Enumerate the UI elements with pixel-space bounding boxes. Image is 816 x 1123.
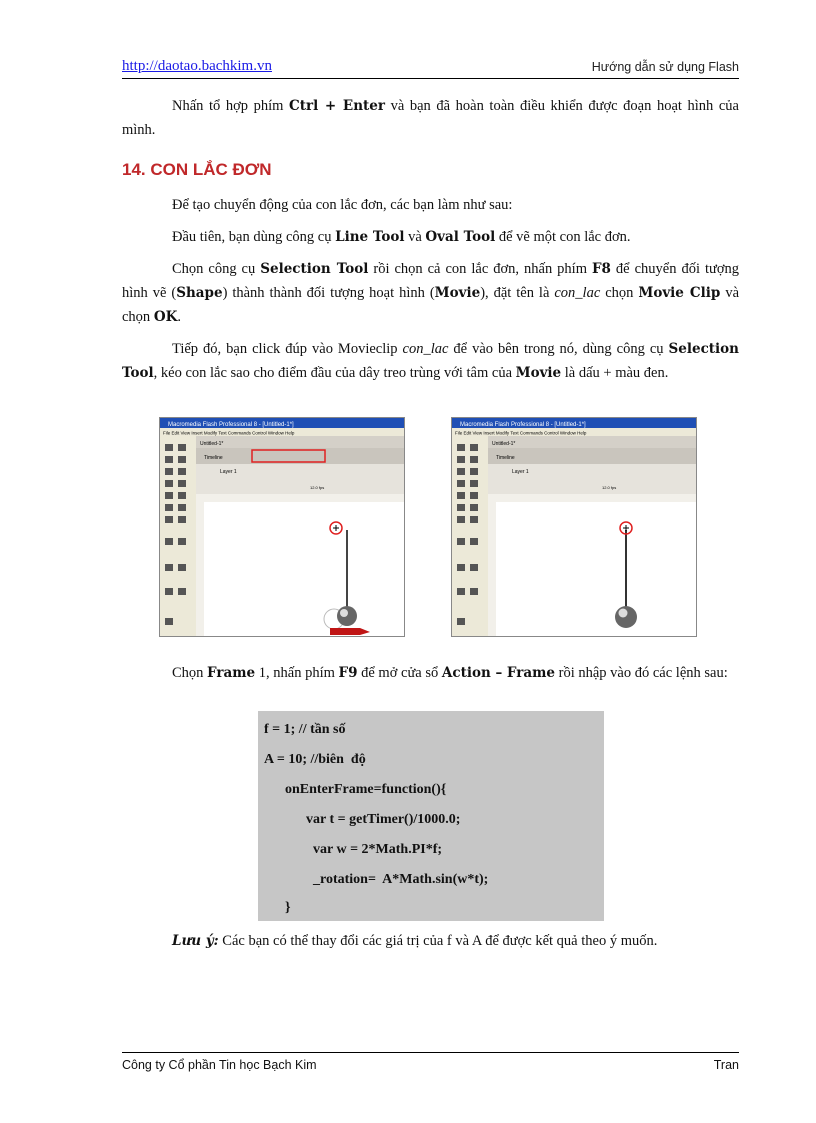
note-paragraph: Lưu ý: Các bạn có thể thay đổi các giá trị của f và A để được kết quả theo ý muốn. xyxy=(172,933,658,949)
layer-label: Layer 1 xyxy=(512,469,529,475)
code-line: } xyxy=(285,900,291,915)
page-header xyxy=(122,58,739,79)
code-line: var w = 2*Math.PI*f; xyxy=(313,842,443,857)
section-title: 14. CON LẮC ĐƠN xyxy=(122,160,272,179)
paragraph-2: Đầu tiên, bạn dùng công cụ Line Tool và Oval Tool để vẽ một con lắc đơn. xyxy=(172,229,631,245)
note-label: Lưu ý: xyxy=(172,933,219,949)
timeline-label: Timeline xyxy=(204,455,223,461)
fps-label: 12.0 fps xyxy=(602,485,617,490)
window-title: Macromedia Flash Professional 8 - [Untitled-1*] xyxy=(460,422,586,428)
footer-right: Tran xyxy=(713,1058,739,1072)
page-footer xyxy=(122,1052,739,1072)
window-title: Macromedia Flash Professional 8 - [Untitled-1*] xyxy=(168,422,294,428)
paragraph-1: Để tạo chuyển động của con lắc đơn, các bạn làm như sau: xyxy=(172,197,513,213)
header-title: Hướng dẫn sử dụng Flash xyxy=(591,60,739,74)
layer-label: Layer 1 xyxy=(220,469,237,475)
code-block xyxy=(258,711,604,921)
paragraph-4: Tiếp đó, bạn click đúp vào Movieclip con_lac để vào bên trong nó, dùng công cụ Selection Tool, kéo con lắc sao cho điểm đầu của dây treo trùng với tâm của Movie là dấu + màu đen. xyxy=(122,341,739,381)
code-line: f = 1; // tần số xyxy=(264,722,346,737)
code-line: A = 10; //biên độ xyxy=(264,752,366,767)
paragraph-3: Chọn công cụ Selection Tool rồi chọn cả con lắc đơn, nhấn phím F8 để chuyển đối tượng hình vẽ (Shape) thành thành đối tượng hoạt hình (Movie), đặt tên là con_lac chọn Movie Clip và chọn OK. xyxy=(122,261,740,325)
flash-screenshot-before xyxy=(159,417,405,637)
code-line: var t = getTimer()/1000.0; xyxy=(306,812,461,827)
doc-tab: Untitled-1* xyxy=(200,441,224,447)
header-url-link[interactable]: http://daotao.bachkim.vn xyxy=(122,58,272,74)
intro-paragraph: Nhấn tổ hợp phím Ctrl + Enter và bạn đã hoàn toàn điều khiển được đoạn hoạt hình của mình. xyxy=(122,98,739,138)
flash-screenshot-after xyxy=(451,417,697,637)
paragraph-5: Chọn Frame 1, nhấn phím F9 để mở cửa sổ Action – Frame rồi nhập vào đó các lệnh sau: xyxy=(172,665,728,681)
footer-company: Công ty Cổ phần Tin học Bạch Kim xyxy=(122,1058,317,1072)
doc-tab: Untitled-1* xyxy=(492,441,516,447)
menu-bar: File Edit View Insert Modify Text Commands Control Window Help xyxy=(455,430,587,436)
fps-label: 12.0 fps xyxy=(310,485,325,490)
code-line: onEnterFrame=function(){ xyxy=(285,782,447,797)
timeline-label: Timeline xyxy=(496,455,515,461)
code-line: _rotation= A*Math.sin(w*t); xyxy=(313,872,489,887)
menu-bar: File Edit View Insert Modify Text Commands Control Window Help xyxy=(163,430,295,436)
